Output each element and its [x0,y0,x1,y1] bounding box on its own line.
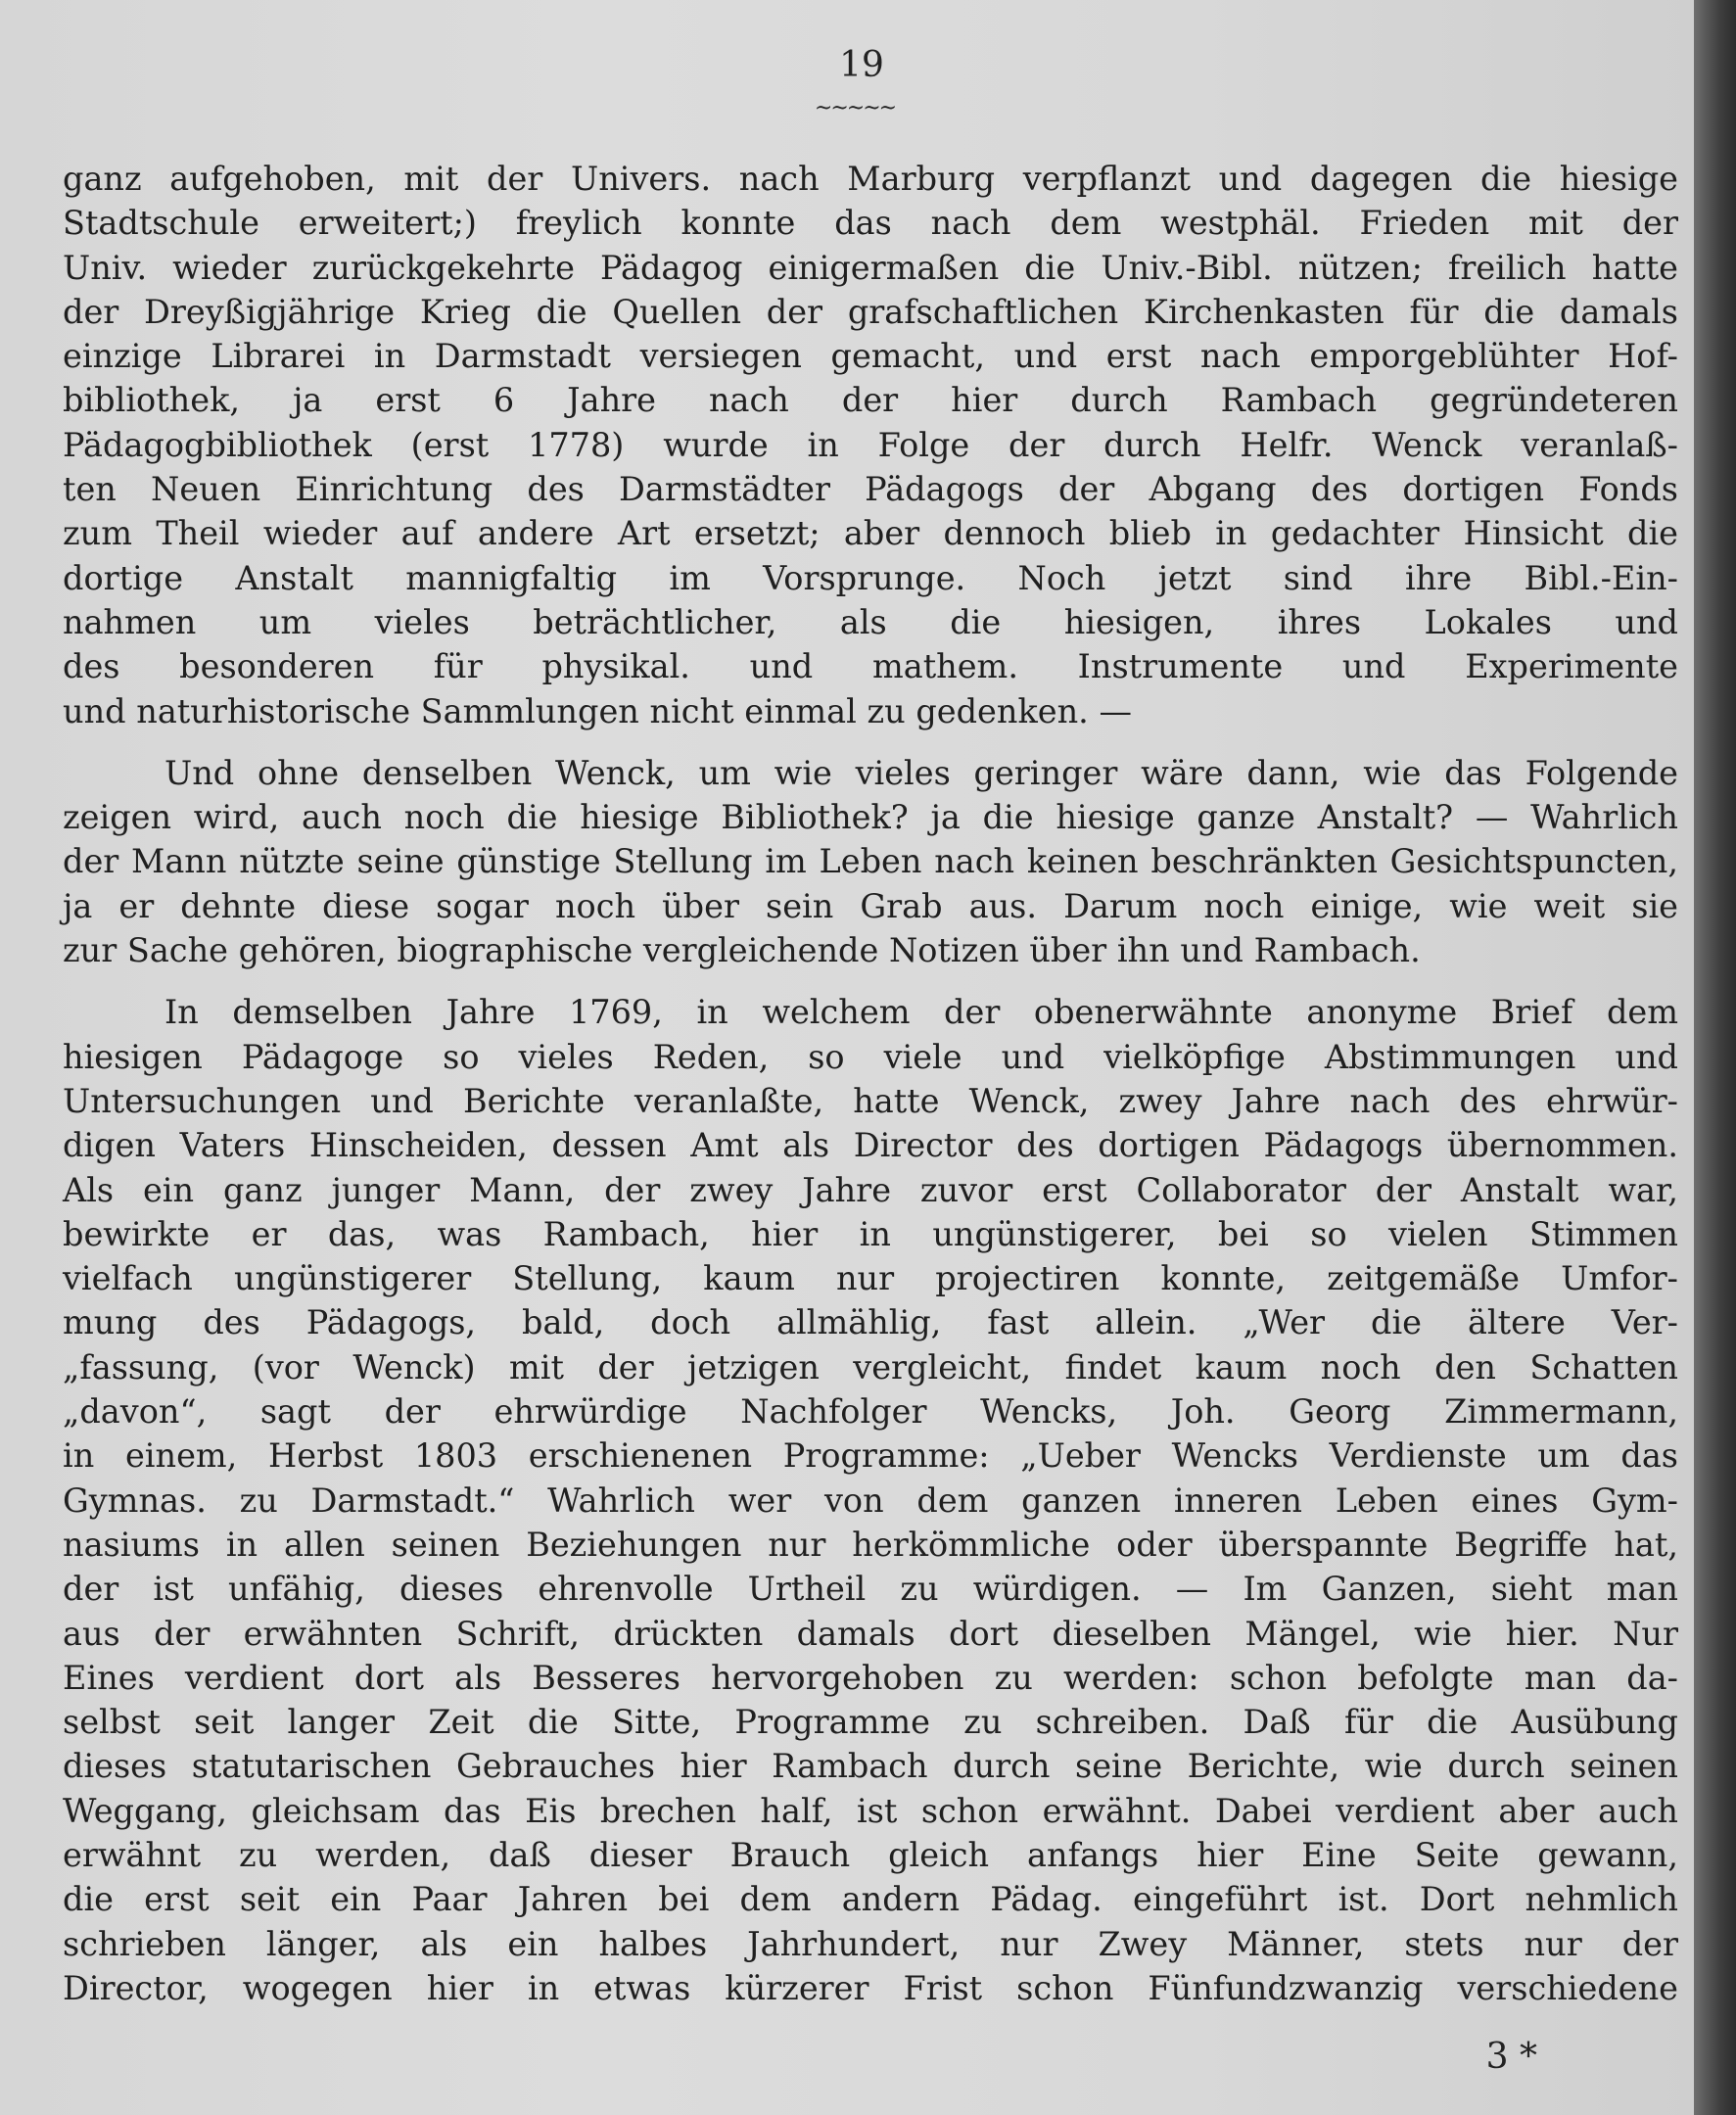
text-line: vielfach ungünstigerer Stellung, kaum nur projectiren konnte, zeitgemäße Umfor- [63,1259,1678,1298]
text-line: in einem, Herbst 1803 erschienenen Programme: „Ueber Wencks Verdienste um das [63,1436,1678,1476]
page-edge-shadow [1694,0,1736,2115]
text-line: des besonderen für physikal. und mathem. Instrumente und Experimente [63,647,1678,686]
text-line: Als ein ganz junger Mann, der zwey Jahre zuvor erst Collaborator der Anstalt war, [63,1170,1678,1209]
text-line: nahmen um vieles beträchtlicher, als die hiesigen, ihres Lokales und [63,602,1678,641]
text-line: bibliothek, ja erst 6 Jahre nach der hier durch Rambach gegründeteren [63,381,1678,420]
header-ornament: ~~~~~ [814,96,896,120]
text-line: Stadtschule erweitert;) freylich konnte das nach dem westphäl. Frieden mit der [63,204,1678,243]
paragraph-3 [63,990,1678,2010]
text-line: Eines verdient dort als Besseres hervorgehoben zu werden: schon befolgte man da- [63,1658,1678,1697]
text-line: Director, wogegen hier in etwas kürzerer Frist schon Fünfundzwanzig verschiedene [63,1968,1678,2007]
text-line: aus der erwähnten Schrift, drückten damals dort dieselben Mängel, wie hier. Nur [63,1614,1678,1653]
text-line: ganz aufgehoben, mit der Univers. nach Marburg verpflanzt und dagegen die hiesige [63,160,1678,198]
text-line: Pädagogbibliothek (erst 1778) wurde in Folge der durch Helfr. Wenck veranlaß- [63,425,1678,464]
body-text [63,157,1678,2010]
text-line: selbst seit langer Zeit die Sitte, Programme zu schreiben. Daß für die Ausübung [63,1703,1678,1742]
paragraph-gap [63,972,1678,990]
text-line: schrieben länger, als ein halbes Jahrhundert, nur Zwey Männer, stets nur der [63,1924,1678,1963]
text-line: dieses statutarischen Gebrauches hier Rambach durch seine Berichte, wie durch seinen [63,1747,1678,1786]
text-line: hiesigen Pädagoge so vieles Reden, so viele und vielköpfige Abstimmungen und [63,1037,1678,1076]
text-line: zum Theil wieder auf andere Art ersetzt; aber dennoch blieb in gedachter Hinsicht die [63,514,1678,553]
text-line: mung des Pädagogs, bald, doch allmählig, fast allein. „Wer die ältere Ver- [63,1303,1678,1342]
signature-mark: 3 * [1485,2037,1537,2077]
text-line: zur Sache gehören, biographische vergleichende Notizen über ihn und Rambach. [63,931,1421,970]
text-line: Gymnas. zu Darmstadt.“ Wahrlich wer von dem ganzen inneren Leben eines Gym- [63,1480,1678,1520]
text-line: der Mann nützte seine günstige Stellung im Leben nach keinen beschränkten Gesichtspuncten, [63,842,1678,881]
text-line: nasiums in allen seinen Beziehungen nur herkömmliche oder überspannte Begriffe hat, [63,1525,1678,1564]
paragraph-2 [63,751,1678,972]
page-number: 19 [839,45,884,85]
text-line: digen Vaters Hinscheiden, dessen Amt als Director des dortigen Pädagogs übernommen. [63,1126,1678,1165]
text-line: ten Neuen Einrichtung des Darmstädter Pädagogs der Abgang des dortigen Fonds [63,470,1678,509]
paragraph-1 [63,157,1678,733]
text-line: „fassung, (vor Wenck) mit der jetzigen vergleicht, findet kaum noch den Schatten [63,1347,1678,1386]
text-line: Univ. wieder zurückgekehrte Pädagog einigermaßen die Univ.-Bibl. nützen; freilich hatte [63,248,1678,287]
paragraph-gap [63,733,1678,751]
text-line: Untersuchungen und Berichte veranlaßte, hatte Wenck, zwey Jahre nach des ehrwür- [63,1081,1678,1120]
text-line: der Dreyßigjährige Krieg die Quellen der grafschaftlichen Kirchenkasten für die damals [63,292,1678,331]
text-line: dortige Anstalt mannigfaltig im Vorsprunge. Noch jetzt sind ihre Bibl.-Ein- [63,558,1678,597]
text-line: bewirkte er das, was Rambach, hier in ungünstigerer, bei so vielen Stimmen [63,1214,1678,1253]
text-line: In demselben Jahre 1769, in welchem der obenerwähnte anonyme Brief dem [164,993,1678,1032]
text-line: Weggang, gleichsam das Eis brechen half, ist schon erwähnt. Dabei verdient aber auch [63,1791,1678,1830]
text-line: die erst seit ein Paar Jahren bei dem andern Pädag. eingeführt ist. Dort nehmlich [63,1880,1678,1919]
text-line: Und ohne denselben Wenck, um wie vieles geringer wäre dann, wie das Folgende [164,753,1678,792]
text-line: „davon“, sagt der ehrwürdige Nachfolger Wencks, Joh. Georg Zimmermann, [63,1392,1678,1432]
text-line: der ist unfähig, dieses ehrenvolle Urtheil zu würdigen. — Im Ganzen, sieht man [63,1570,1678,1609]
text-line: zeigen wird, auch noch die hiesige Bibliothek? ja die hiesige ganze Anstalt? — Wahrlich [63,798,1678,837]
text-line: erwähnt zu werden, daß dieser Brauch gleich anfangs hier Eine Seite gewann, [63,1835,1678,1874]
text-line: ja er dehnte diese sogar noch über sein Grab aus. Darum noch einige, wie weit sie [63,886,1678,925]
text-line: und naturhistorische Sammlungen nicht einmal zu gedenken. — [63,691,1132,730]
text-line: einzige Librarei in Darmstadt versiegen gemacht, und erst nach emporgeblühter Hof- [63,337,1678,376]
